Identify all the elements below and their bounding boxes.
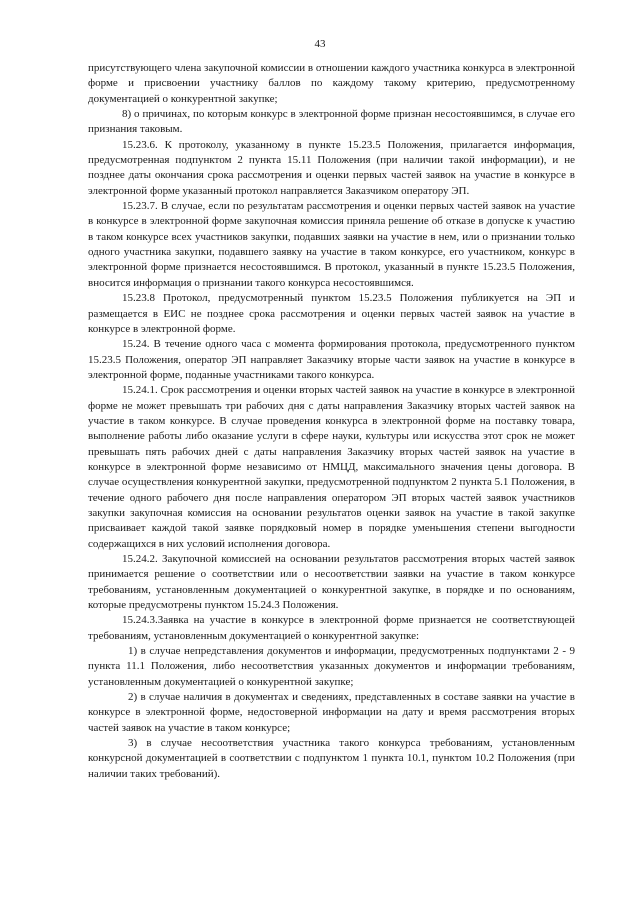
paragraph-continuation: присутствующего члена закупочной комиссии в отношении каждого участника конкурса в электронной форме и присвоении участнику баллов по каждому такому критерию, предусмотренному документацией о конкурентной закупке; xyxy=(88,62,575,105)
paragraph-15-23-7: 15.23.7. В случае, если по результатам рассмотрения и оценки первых частей заявок на участие в конкурсе в электронной форме закупочная комиссия приняла решение об отказе в допуске к участию в таком конкурсе всех участников закупки, подавших заявки на участие в нем, или о признании только одного участника закупки, подавшего заявку на участие в таком конкурсе, его участником, конкурс в электронной форме признается несостоявшимся. В протокол, указанный в пункте 15.23.5 Положения, вносится информация о признании такого конкурса несостоявшимся. xyxy=(88,200,575,289)
page-number: 43 xyxy=(314,38,326,50)
paragraph-15-24: 15.24. В течение одного часа с момента формирования протокола, предусмотренного пунктом 15.23.5 Положения, оператор ЭП направляет Заказчику вторые части заявок на участие в конкурсе в электронной форме, поданные участниками такого конкурса. xyxy=(88,338,575,381)
paragraph-item-8: 8) о причинах, по которым конкурс в электронной форме признан несостоявшимся, в случае его признания таковым. xyxy=(88,108,575,136)
paragraph-item-1: 1) в случае непредставления документов и информации, предусмотренных подпунктами 2 - 9 пункта 11.1 Положения, либо несоответствия указанных документов и информации требованиям, установленным документацией о конкурентной закупке; xyxy=(88,645,575,688)
document-body xyxy=(88,61,575,782)
paragraph-15-24-1: 15.24.1. Срок рассмотрения и оценки вторых частей заявок на участие в конкурсе в электронной форме не может превышать три рабочих дня с даты направления Заказчику вторых частей заявок на участие в таком конкурсе. В случае проведения конкурса в электронной форме на поставку товара, выполнение работы либо оказание услуги в сфере науки, культуры или искусства этот срок не может превышать пять рабочих дней с даты направления Заказчику вторых частей заявок на участие в конкурсе в электронной форме независимо от НМЦД, максимального значения цены договора. В случае осуществления конкурентной закупки, предусмотренной подпунктом 2 пункта 5.1 Положения, в течение одного рабочего дня после направления оператором ЭП вторых частей заявок участников закупки закупочная комиссия на основании результатов оценки заявок на участие в такой закупке присваивает каждой такой заявке порядковый номер в порядке уменьшения степени выгодности содержащихся в них условий исполнения договора. xyxy=(88,384,575,550)
paragraph-15-24-2: 15.24.2. Закупочной комиссией на основании результатов рассмотрения вторых частей заявок принимается решение о соответствии или о несоответствии заявки на участие в таком конкурсе требованиям, установленным документацией о конкурентной закупке, в порядке и по основаниям, которые предусмотрены пунктом 15.24.3 Положения. xyxy=(88,553,575,612)
paragraph-15-24-3: 15.24.3.Заявка на участие в конкурсе в электронной форме признается не соответствующей требованиям, установленным документацией о конкурентной закупке: xyxy=(88,614,575,642)
paragraph-15-23-6: 15.23.6. К протоколу, указанному в пункте 15.23.5 Положения, прилагается информация, предусмотренная подпунктом 2 пункта 15.11 Положения (при наличии такой информации), и не позднее даты окончания срока рассмотрения и оценки первых частей заявок на участие в конкурсе в электронной форме указанный протокол направляется Заказчиком оператору ЭП. xyxy=(88,138,575,197)
paragraph-15-23-8: 15.23.8 Протокол, предусмотренный пунктом 15.23.5 Положения публикуется на ЭП и размещается в ЕИС не позднее срока рассмотрения и оценки первых частей заявок на участие в конкурсе в электронной форме. xyxy=(88,292,575,335)
paragraph-item-2: 2) в случае наличия в документах и сведениях, представленных в составе заявки на участие в конкурсе в электронной форме, недостоверной информации на дату и время рассмотрения вторых частей заявок на участие в таком конкурсе; xyxy=(88,691,575,734)
paragraph-item-3: 3) в случае несоответствия участника такого конкурса требованиям, установленным конкурсной документацией в соответствии с подпунктом 1 пункта 10.1, пунктом 10.2 Положения (при наличии таких требований). xyxy=(88,737,575,780)
